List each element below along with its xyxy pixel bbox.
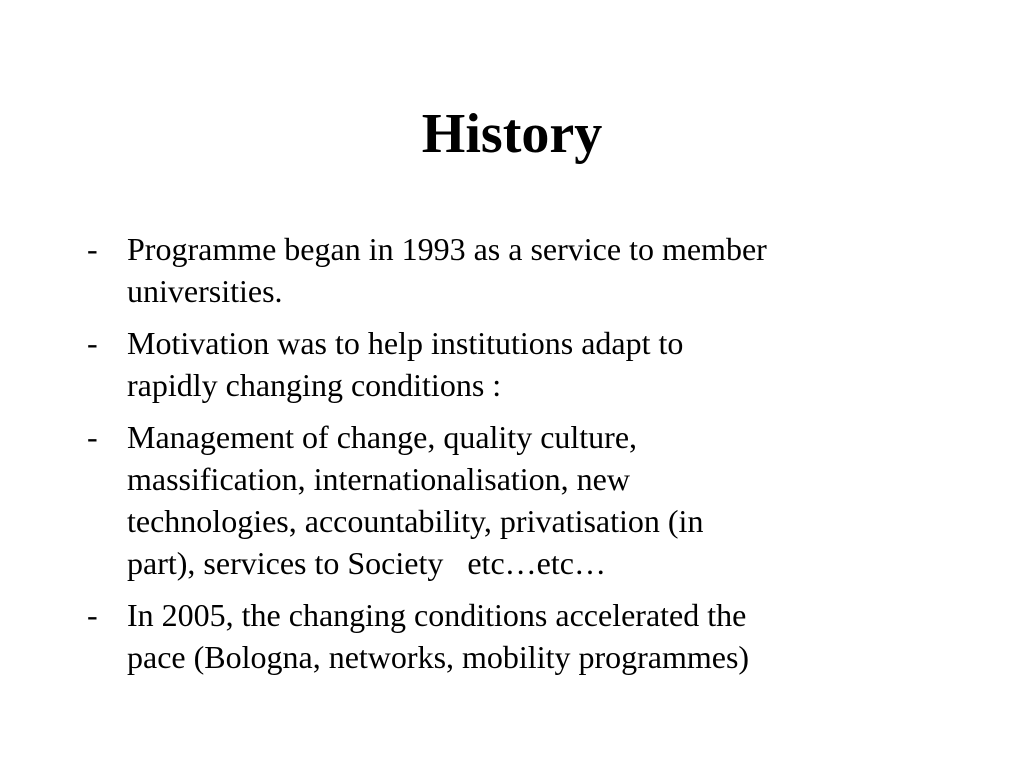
slide-title: History: [421, 103, 603, 165]
bullet-line: massification, internationalisation, new: [127, 461, 630, 497]
bullet-item: [87, 594, 947, 678]
bullet-line: Motivation was to help institutions adapt to: [127, 325, 684, 361]
bullet-line: rapidly changing conditions :: [127, 367, 502, 403]
bullet-line: Management of change, quality culture,: [127, 419, 638, 455]
bullet-item: [87, 322, 947, 406]
bullet-marker: -: [87, 231, 98, 267]
bullet-item: [87, 228, 947, 312]
bullet-line: pace (Bologna, networks, mobility programmes): [127, 639, 750, 675]
bullet-line: universities.: [127, 273, 283, 309]
bullet-line: Programme began in 1993 as a service to member: [127, 231, 767, 267]
bullet-marker: -: [87, 325, 98, 361]
bullet-line: In 2005, the changing conditions accelerated the: [127, 597, 747, 633]
bullet-line: technologies, accountability, privatisation (in: [127, 503, 704, 539]
bullet-marker: -: [87, 597, 98, 633]
bullet-marker: -: [87, 419, 98, 455]
bullet-item: [87, 416, 947, 584]
bullet-list: [87, 228, 947, 688]
bullet-line: part), services to Society etc…etc…: [127, 545, 606, 581]
